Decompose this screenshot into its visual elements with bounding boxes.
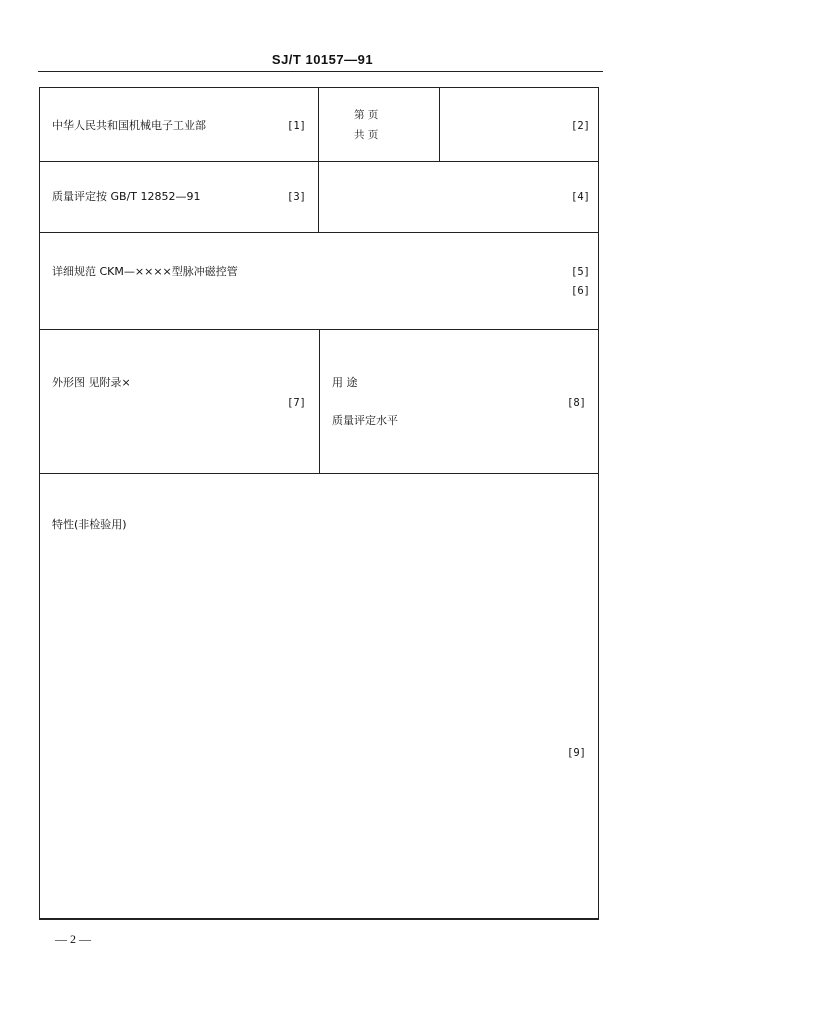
ref-3: [3] (287, 191, 306, 203)
row-divider-1 (39, 161, 599, 162)
ref-1: [1] (287, 120, 306, 132)
ref-9: [9] (567, 747, 586, 759)
column-divider-top (318, 87, 319, 232)
characteristics-label: 特性(非检验用) (52, 518, 127, 531)
ref-6: [6] (571, 285, 590, 297)
ministry-name: 中华人民共和国机械电子工业部 (52, 119, 206, 132)
ref-5: [5] (571, 266, 590, 278)
column-divider-page (439, 87, 440, 161)
ref-8: [8] (567, 397, 586, 409)
ref-7: [7] (287, 397, 306, 409)
outline-drawing: 外形图 见附录× (52, 376, 131, 389)
total-pages-label: 共 页 (354, 129, 379, 141)
page-number-label: 第 页 (354, 109, 379, 121)
usage-label: 用 途 (332, 376, 358, 389)
row-divider-2 (39, 232, 599, 233)
quality-level-label: 质量评定水平 (332, 414, 398, 427)
row-divider-4 (39, 473, 599, 474)
page-number: — 2 — (55, 932, 91, 946)
ref-4: [4] (571, 191, 590, 203)
spec-form-frame (39, 87, 599, 920)
header-rule (38, 71, 603, 72)
assessment-standard: 质量评定按 GB/T 12852—91 (52, 190, 201, 203)
column-divider-middle (319, 329, 320, 473)
detail-spec-title: 详细规范 CKM—××××型脉冲磁控管 (52, 265, 238, 278)
ref-2: [2] (571, 120, 590, 132)
standard-code: SJ/T 10157—91 (271, 52, 374, 67)
